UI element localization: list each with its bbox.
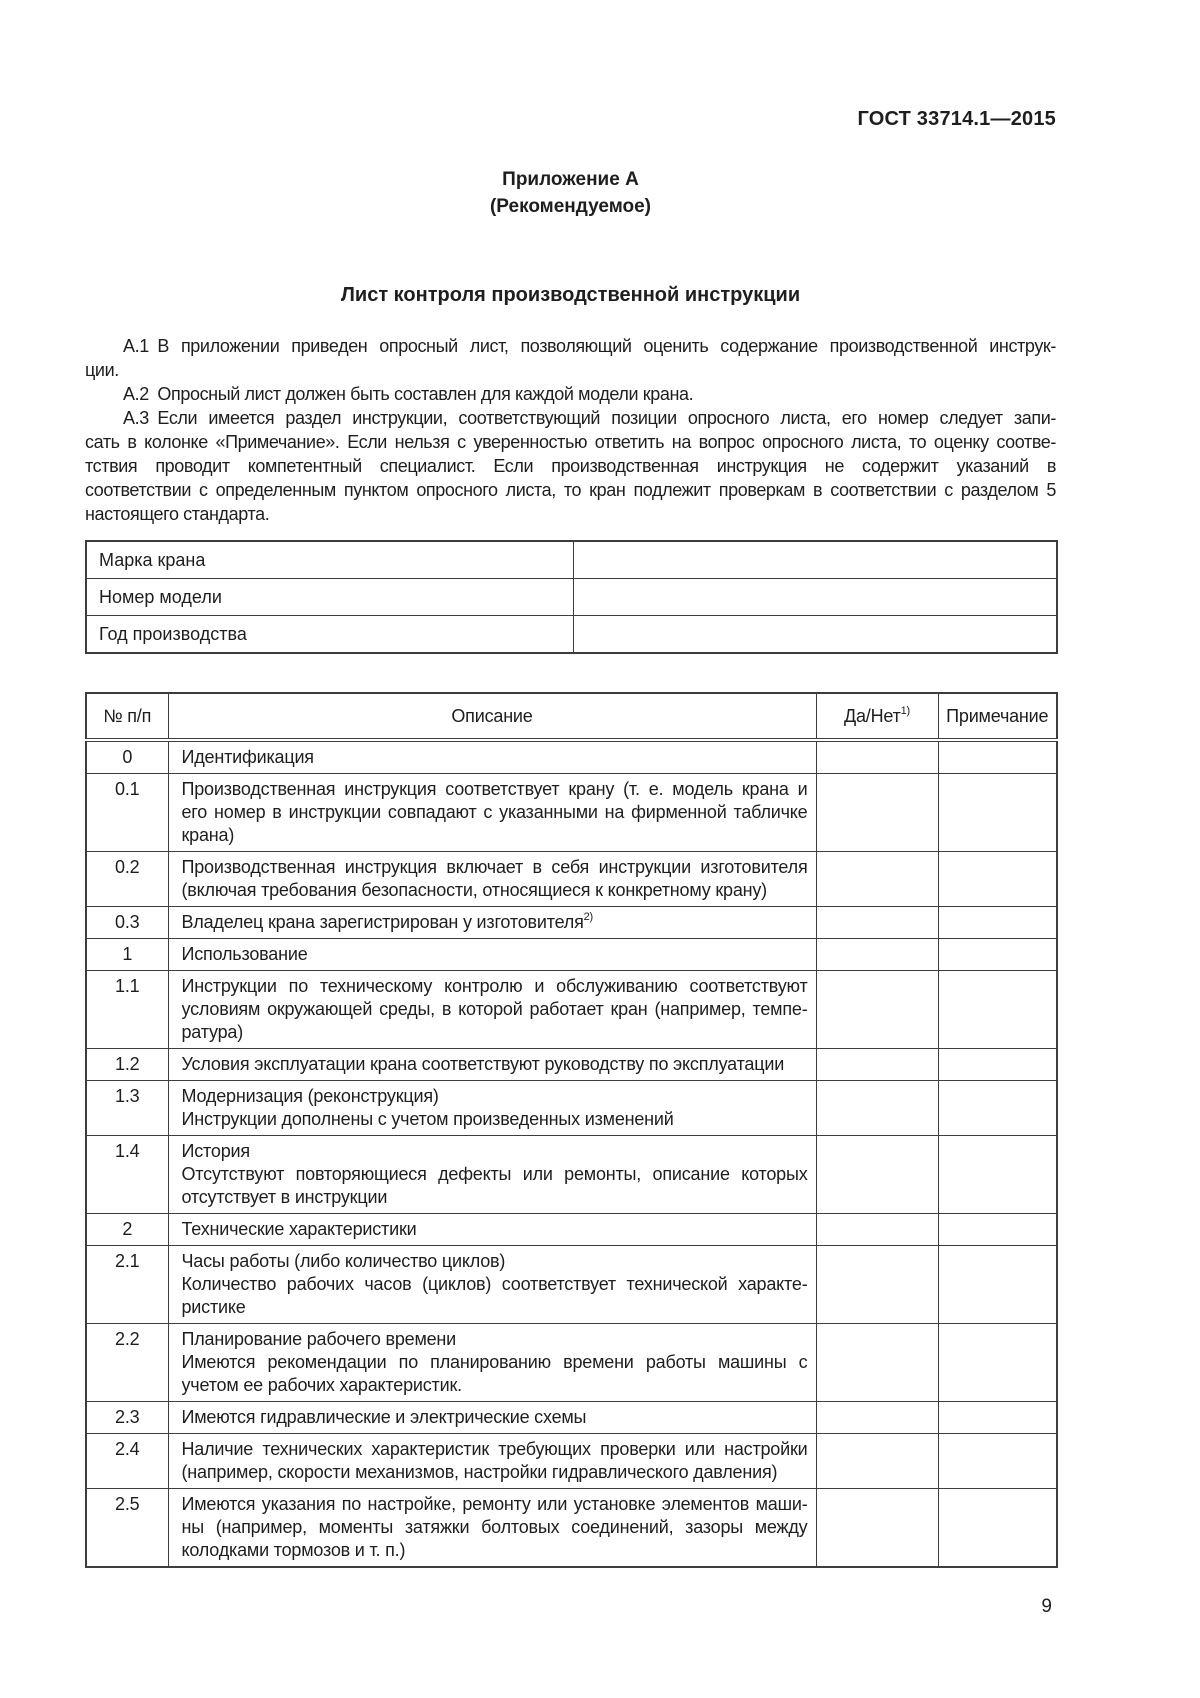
text-line: Идентификация bbox=[181, 747, 314, 767]
cell-yesno bbox=[816, 1136, 938, 1214]
col-header-description: Описание bbox=[168, 693, 816, 740]
checklist-row bbox=[86, 1402, 1057, 1434]
checklist-row bbox=[86, 1489, 1057, 1568]
cell-yesno bbox=[816, 774, 938, 852]
checklist-row bbox=[86, 1136, 1057, 1214]
info-value-cell bbox=[573, 616, 1057, 654]
cell-number: 2.1 bbox=[86, 1246, 168, 1324]
info-row bbox=[86, 541, 1057, 579]
text-line: ны (например, моменты затяжки болтовых соединений, зазоры между bbox=[181, 1517, 808, 1537]
cell-number: 1.2 bbox=[86, 1049, 168, 1081]
text-line: Количество рабочих часов (циклов) соответствует технической характе- bbox=[181, 1274, 808, 1294]
cell-yesno bbox=[816, 1081, 938, 1136]
cell-number: 2.2 bbox=[86, 1324, 168, 1402]
text-line: колодками тормозов и т. п.) bbox=[181, 1540, 406, 1560]
cell-yesno bbox=[816, 939, 938, 971]
text-line: Планирование рабочего времени bbox=[181, 1329, 457, 1349]
text-line: Инструкции по техническому контролю и обслуживанию соответствуют bbox=[181, 976, 808, 996]
cell-note bbox=[938, 1434, 1057, 1489]
page-number: 9 bbox=[1041, 1596, 1052, 1617]
text-line: Имеются указания по настройке, ремонту или установке элементов маши- bbox=[181, 1494, 808, 1514]
text-line: крана) bbox=[181, 825, 235, 845]
cell-yesno bbox=[816, 852, 938, 907]
text-line: учетом ее рабочих характеристик. bbox=[181, 1375, 462, 1395]
cell-description bbox=[168, 1434, 816, 1489]
text-line: его номер в инструкции совпадают с указанными на фирменной табличке bbox=[181, 802, 808, 822]
text-line: А.1 В приложении приведен опросный лист, позволяющий оценить содержание производственной инструк- bbox=[123, 336, 1056, 356]
cell-description bbox=[168, 1489, 816, 1568]
paragraph bbox=[85, 406, 1056, 526]
cell-note bbox=[938, 1324, 1057, 1402]
checklist-row bbox=[86, 852, 1057, 907]
text-line: Условия эксплуатации крана соответствуют руководству по эксплуатации bbox=[181, 1054, 785, 1074]
info-row bbox=[86, 616, 1057, 654]
checklist-row bbox=[86, 1081, 1057, 1136]
header-row bbox=[86, 693, 1057, 740]
page-title: Лист контроля производственной инструкции bbox=[340, 284, 801, 306]
cell-description bbox=[168, 907, 816, 939]
cell-description bbox=[168, 1246, 816, 1324]
text-line: А.2 Опросный лист должен быть составлен для каждой модели крана. bbox=[123, 384, 694, 404]
text-line: Производственная инструкция включает в себя инструкции изготовителя bbox=[181, 857, 808, 877]
paragraph bbox=[85, 334, 1056, 382]
col-header-number: № п/п bbox=[86, 693, 168, 740]
info-label: Марка крана bbox=[86, 541, 573, 579]
cell-yesno bbox=[816, 1489, 938, 1568]
cell-number: 2 bbox=[86, 1214, 168, 1246]
checklist-row bbox=[86, 939, 1057, 971]
checklist-row bbox=[86, 1214, 1057, 1246]
text-line: (например, скорости механизмов, настройки гидравлического давления) bbox=[181, 1462, 778, 1482]
text-line: Часы работы (либо количество циклов) bbox=[181, 1251, 506, 1271]
cell-note bbox=[938, 907, 1057, 939]
cell-description bbox=[168, 939, 816, 971]
cell-number: 0.1 bbox=[86, 774, 168, 852]
checklist-row bbox=[86, 774, 1057, 852]
info-value-cell bbox=[573, 541, 1057, 579]
text-line: Производственная инструкция соответствует крану (т. е. модель крана и bbox=[181, 779, 808, 799]
cell-note bbox=[938, 774, 1057, 852]
info-value-cell bbox=[573, 579, 1057, 616]
cell-number: 2.3 bbox=[86, 1402, 168, 1434]
cell-yesno bbox=[816, 1434, 938, 1489]
cell-yesno bbox=[816, 1324, 938, 1402]
text-line: тствия проводит компетентный специалист. Если производственная инструкция не содержит указаний в bbox=[85, 456, 1056, 476]
intro-paragraphs bbox=[85, 334, 1056, 526]
text-line: Владелец крана зарегистрирован у изготовителя$^{2)}$ bbox=[181, 911, 594, 932]
checklist-row bbox=[86, 1434, 1057, 1489]
cell-description bbox=[168, 1081, 816, 1136]
text-line: А.3 Если имеется раздел инструкции, соответствующий позиции опросного листа, его номер следует запи- bbox=[123, 408, 1056, 428]
cell-description bbox=[168, 740, 816, 774]
text-line: ратура) bbox=[181, 1022, 243, 1042]
cell-yesno bbox=[816, 1049, 938, 1081]
appendix-subtitle: (Рекомендуемое) bbox=[489, 196, 652, 217]
checklist-table bbox=[85, 692, 1058, 1568]
cell-note bbox=[938, 852, 1057, 907]
cell-note bbox=[938, 1081, 1057, 1136]
text-line: соответствии с определенным пунктом опросного листа, то кран подлежит проверкам в соответствии с разделом 5 bbox=[85, 480, 1056, 500]
footnote-marker: 2) bbox=[583, 911, 594, 923]
cell-number: 0.3 bbox=[86, 907, 168, 939]
text-line: Использование bbox=[181, 944, 308, 964]
page-content bbox=[85, 0, 1056, 1618]
cell-yesno bbox=[816, 1214, 938, 1246]
cell-note bbox=[938, 1489, 1057, 1568]
appendix-heading bbox=[85, 166, 1056, 220]
cell-note bbox=[938, 939, 1057, 971]
text-line: настоящего стандарта. bbox=[85, 504, 270, 524]
checklist-header bbox=[86, 693, 1057, 740]
text-line: ристике bbox=[181, 1297, 246, 1317]
info-label: Год производства bbox=[86, 616, 573, 654]
text-line: Наличие технических характеристик требующих проверки или настройки bbox=[181, 1439, 808, 1459]
cell-number: 1 bbox=[86, 939, 168, 971]
cell-yesno bbox=[816, 1246, 938, 1324]
cell-number: 2.4 bbox=[86, 1434, 168, 1489]
cell-note bbox=[938, 1136, 1057, 1214]
cell-description bbox=[168, 1402, 816, 1434]
cell-note bbox=[938, 1214, 1057, 1246]
cell-description bbox=[168, 971, 816, 1049]
info-label: Номер модели bbox=[86, 579, 573, 616]
col-header-note: Примечание bbox=[938, 693, 1057, 740]
text-line: (включая требования безопасности, относящиеся к конкретному крану) bbox=[181, 880, 767, 900]
checklist-row bbox=[86, 1324, 1057, 1402]
cell-number: 1.1 bbox=[86, 971, 168, 1049]
text-line: История bbox=[181, 1141, 250, 1161]
standard-number: ГОСТ 33714.1—2015 bbox=[857, 108, 1056, 130]
cell-yesno bbox=[816, 907, 938, 939]
cell-description bbox=[168, 1136, 816, 1214]
cell-description bbox=[168, 1049, 816, 1081]
text-line: Инструкции дополнены с учетом произведенных изменений bbox=[181, 1109, 674, 1129]
col-header-yesno-label: Да/Нет bbox=[843, 705, 901, 726]
checklist-row bbox=[86, 1049, 1057, 1081]
info-row bbox=[86, 579, 1057, 616]
text-line: сать в колонке «Примечание». Если нельзя с уверенностью ответить на вопрос опросного листа, то оценку соотве- bbox=[85, 432, 1056, 452]
checklist-row bbox=[86, 971, 1057, 1049]
cell-note bbox=[938, 740, 1057, 774]
cell-yesno bbox=[816, 740, 938, 774]
cell-yesno bbox=[816, 971, 938, 1049]
yesno-footnote-marker: 1) bbox=[900, 704, 911, 717]
text-line: Имеются гидравлические и электрические схемы bbox=[181, 1407, 587, 1427]
crane-info-table bbox=[85, 540, 1058, 654]
cell-description bbox=[168, 852, 816, 907]
cell-note bbox=[938, 1246, 1057, 1324]
text-line: Модернизация (реконструкция) bbox=[181, 1086, 439, 1106]
col-header-yesno bbox=[816, 693, 938, 740]
text-line: Отсутствуют повторяющиеся дефекты или ремонты, описание которых bbox=[181, 1164, 808, 1184]
text-line: Технические характеристики bbox=[181, 1219, 417, 1239]
cell-description bbox=[168, 1324, 816, 1402]
text-line: Имеются рекомендации по планированию времени работы машины с bbox=[181, 1352, 808, 1372]
text-line: ции. bbox=[85, 360, 119, 380]
cell-number: 1.3 bbox=[86, 1081, 168, 1136]
checklist-row bbox=[86, 1246, 1057, 1324]
cell-description bbox=[168, 774, 816, 852]
cell-note bbox=[938, 1049, 1057, 1081]
cell-note bbox=[938, 1402, 1057, 1434]
text-line: условиям окружающей среды, в которой работает кран (например, темпе- bbox=[181, 999, 808, 1019]
checklist-row bbox=[86, 740, 1057, 774]
cell-number: 1.4 bbox=[86, 1136, 168, 1214]
cell-note bbox=[938, 971, 1057, 1049]
checklist-row bbox=[86, 907, 1057, 939]
cell-yesno bbox=[816, 1402, 938, 1434]
appendix-title: Приложение А bbox=[502, 169, 639, 190]
text-line: отсутствует в инструкции bbox=[181, 1187, 388, 1207]
cell-number: 0.2 bbox=[86, 852, 168, 907]
cell-number: 2.5 bbox=[86, 1489, 168, 1568]
paragraph bbox=[85, 382, 1056, 406]
cell-number: 0 bbox=[86, 740, 168, 774]
cell-description bbox=[168, 1214, 816, 1246]
